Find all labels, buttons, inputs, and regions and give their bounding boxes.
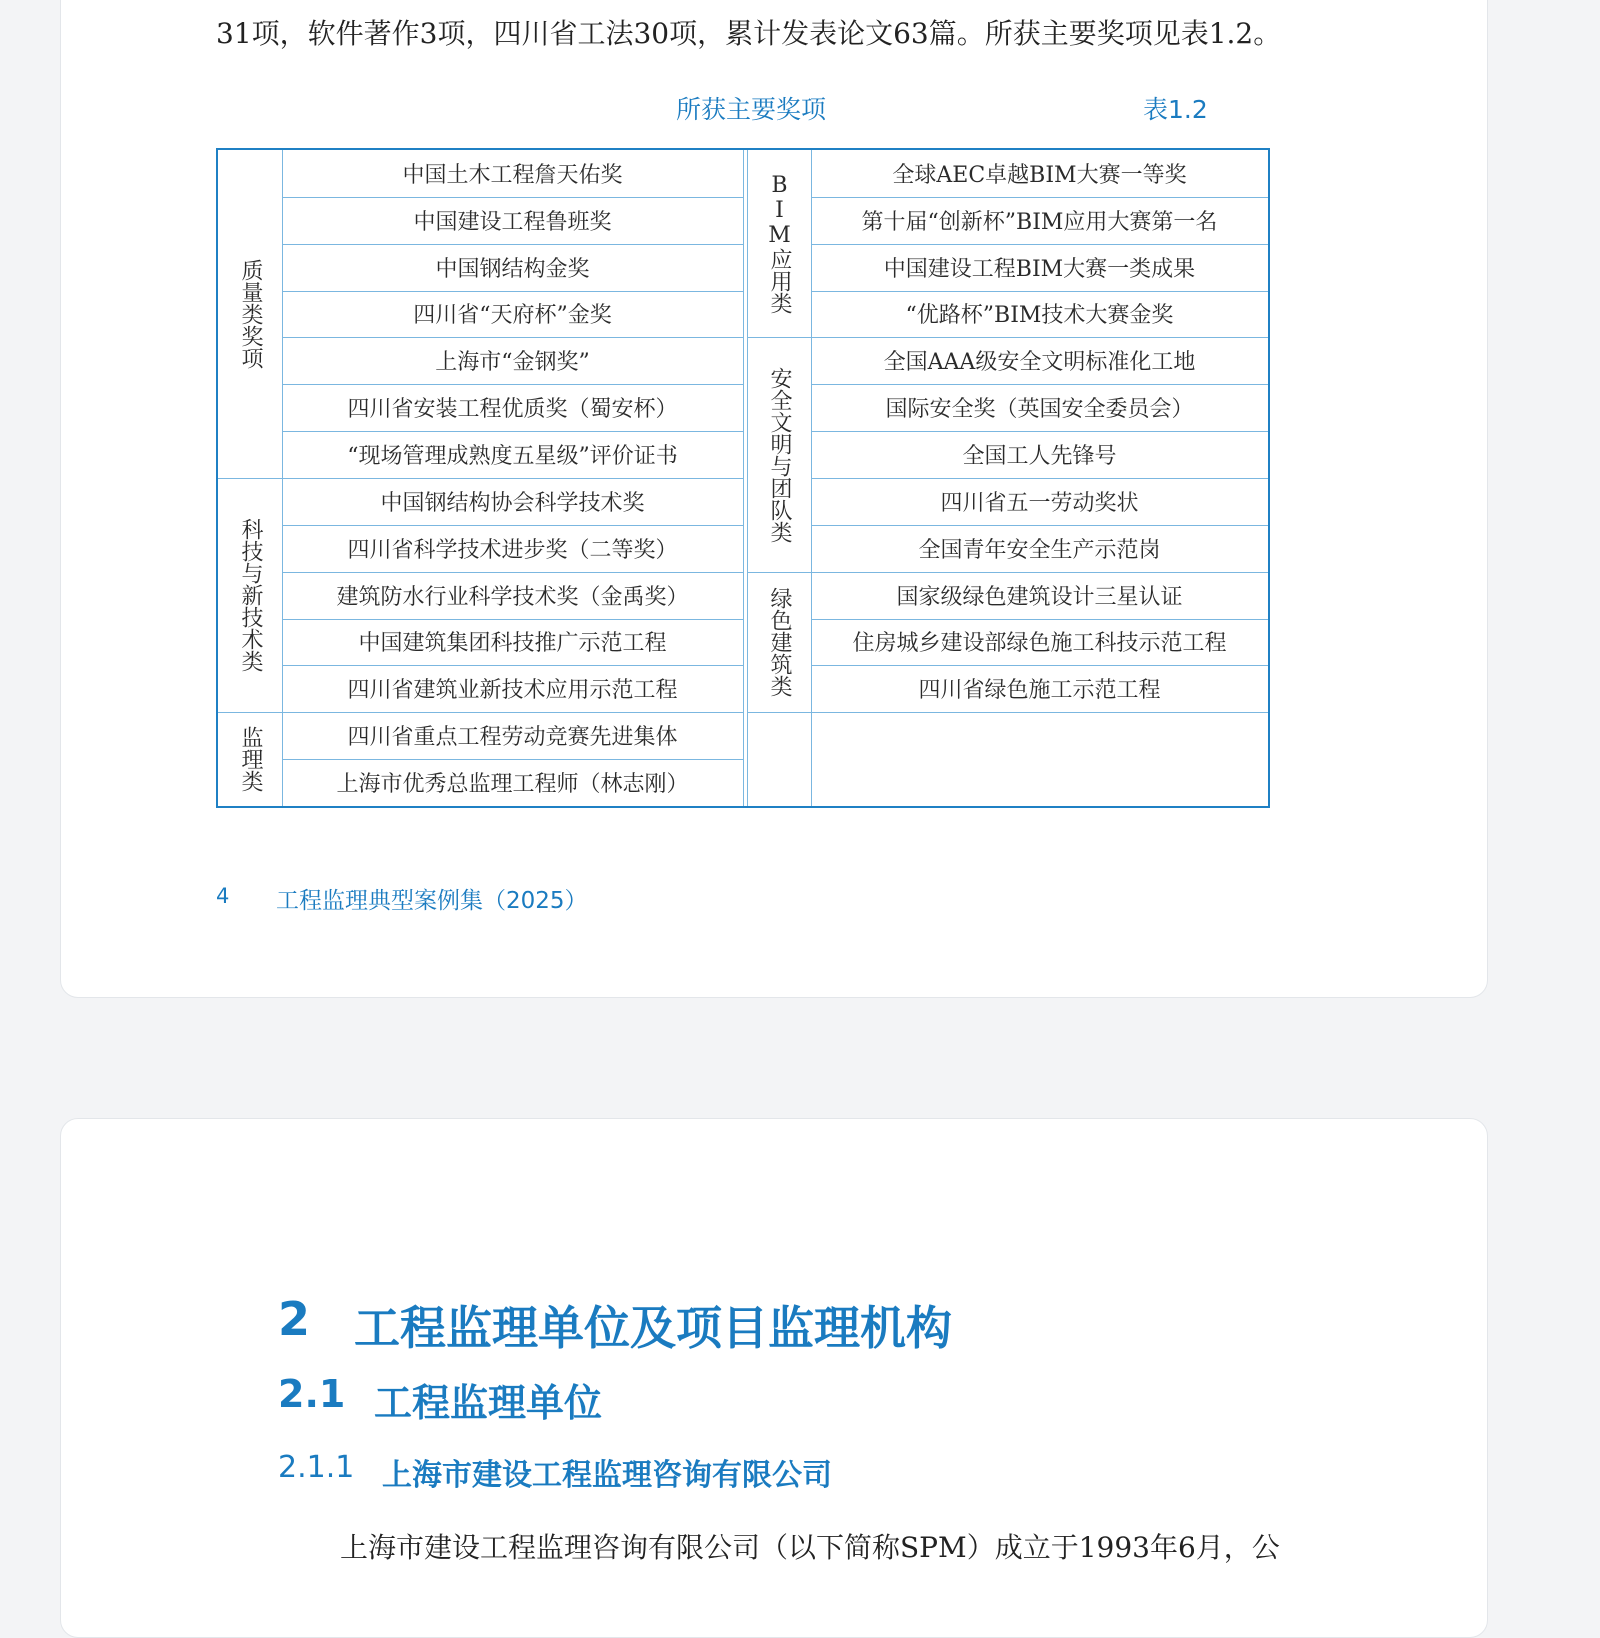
award-item: 上海市“金钢奖” <box>435 350 590 376</box>
award-item: “现场管理成熟度五星级”评价证书 <box>347 444 678 470</box>
award-category-label: BIM应用类 <box>767 173 792 315</box>
award-category-label: 监理类 <box>238 726 263 793</box>
running-footer-title: 工程监理典型案例集（2025） <box>276 888 588 914</box>
award-item: 中国钢结构协会科学技术奖 <box>380 490 645 516</box>
subsection-number: 2.1.1 <box>278 1450 355 1485</box>
award-item: 中国建设工程鲁班奖 <box>413 209 612 235</box>
award-item: 四川省科学技术进步奖（二等奖） <box>347 537 678 563</box>
award-item: 四川省重点工程劳动竞赛先进集体 <box>347 725 678 751</box>
table-caption-number: 表1.2 <box>1143 95 1208 124</box>
award-category <box>218 712 282 806</box>
award-item: 四川省安装工程优质奖（蜀安杯） <box>347 397 678 423</box>
body-paragraph: 上海市建设工程监理咨询有限公司（以下简称SPM）成立于1993年6月，公 <box>340 1531 1280 1564</box>
award-category <box>747 150 811 337</box>
subsection-title: 上海市建设工程监理咨询有限公司 <box>382 1458 832 1493</box>
award-item: 四川省绿色施工示范工程 <box>918 678 1161 704</box>
award-category <box>218 478 282 712</box>
award-item: 全国青年安全生产示范岗 <box>918 537 1161 563</box>
award-item: 第十届“创新杯”BIM应用大赛第一名 <box>861 209 1218 235</box>
award-category <box>747 572 811 713</box>
table-grid-line <box>743 150 744 806</box>
award-item: 全球AEC卓越BIM大赛一等奖 <box>892 162 1187 188</box>
table-grid-line <box>747 712 1268 713</box>
table-caption-title: 所获主要奖项 <box>676 95 827 124</box>
section-title: 工程监理单位 <box>374 1381 603 1425</box>
award-item: 中国钢结构金奖 <box>435 256 590 282</box>
award-item: 四川省五一劳动奖状 <box>940 490 1139 516</box>
award-item: 中国土木工程詹天佑奖 <box>402 162 623 188</box>
award-item: 建筑防水行业科学技术奖（金禹奖） <box>336 584 689 610</box>
award-category-label: 绿色建筑类 <box>767 586 792 697</box>
award-item: 中国建筑集团科技推广示范工程 <box>358 631 667 657</box>
award-item: 国家级绿色建筑设计三星认证 <box>896 584 1183 610</box>
award-item: 国际安全奖（英国安全委员会） <box>885 397 1194 423</box>
awards-table <box>216 148 1270 808</box>
award-category-label: 科技与新技术类 <box>238 518 263 673</box>
award-category <box>747 337 811 571</box>
award-item: 住房城乡建设部绿色施工科技示范工程 <box>852 631 1227 657</box>
award-item: 四川省“天府杯”金奖 <box>413 303 612 329</box>
intro-paragraph: 31项，软件著作3项，四川省工法30项，累计发表论文63篇。所获主要奖项见表1.2。 <box>216 17 1282 50</box>
award-category-label: 质量类奖项 <box>238 259 263 369</box>
award-item: 四川省建筑业新技术应用示范工程 <box>347 678 678 704</box>
section-number: 2.1 <box>278 1372 346 1416</box>
page-number: 4 <box>216 884 230 908</box>
chapter-title: 工程监理单位及项目监理机构 <box>354 1301 952 1355</box>
award-item: 全国AAA级安全文明标准化工地 <box>883 350 1196 376</box>
award-item: 上海市优秀总监理工程师（林志刚） <box>336 772 689 798</box>
award-item: 中国建设工程BIM大赛一类成果 <box>883 256 1196 282</box>
award-category-label: 安全文明与团队类 <box>767 366 792 543</box>
award-item: 全国工人先锋号 <box>962 444 1117 470</box>
award-item: “优路杯”BIM技术大赛金奖 <box>905 303 1174 329</box>
chapter-number: 2 <box>278 1292 311 1346</box>
award-category <box>218 150 282 478</box>
